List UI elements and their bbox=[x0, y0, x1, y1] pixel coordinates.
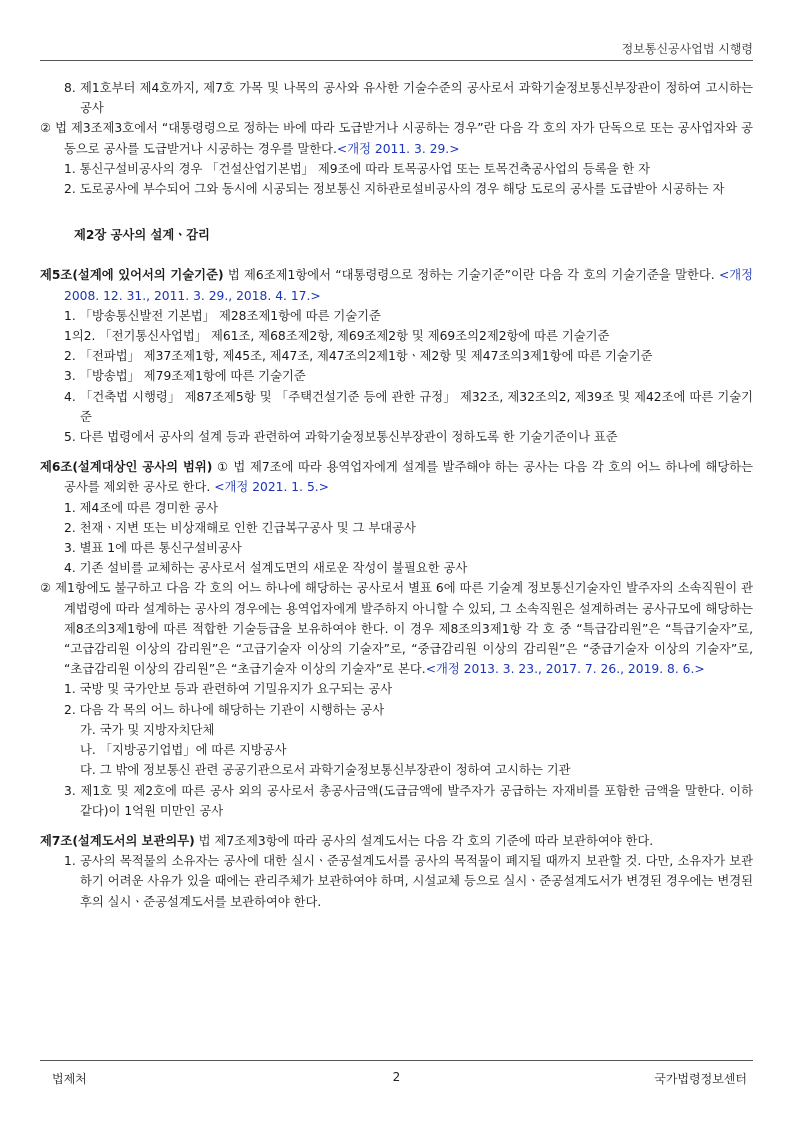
document-body bbox=[40, 78, 753, 912]
list-item: 2. 천재ㆍ지변 또는 비상재해로 인한 긴급복구공사 및 그 부대공사 bbox=[64, 520, 416, 535]
list-item: 4. 기존 설비를 교체하는 공사로서 설계도면의 새로운 작성이 불필요한 공사 bbox=[64, 561, 468, 576]
list-item: 1. 공사의 목적물의 소유자는 공사에 대한 실시ㆍ준공설계도서를 공사의 목적물이 폐지될 때까지 보관할 것. 다만, 소유자가 보관하기 어려운 사유가 있을 때에는 관리주체가 보관하여야 하며, 시설교체 등으로 실시ㆍ준공설계도서가 변경된 경우에는 변경된 후의 실시ㆍ준공설계도서를 보관하여야 한다. bbox=[64, 854, 753, 909]
list-item: 3. 「방송법」 제79조제1항에 따른 기술기준 bbox=[64, 369, 306, 384]
paragraph-2 bbox=[40, 118, 753, 158]
chapter-heading: 제2장 공사의 설계ㆍ감리 bbox=[74, 228, 210, 243]
article-5 bbox=[40, 265, 753, 305]
article-6-text: ① 법 제7조에 따라 용역업자에게 설계를 발주해야 하는 공사는 다음 각 호의 어느 하나에 해당하는 공사를 제외한 공사로 한다. bbox=[64, 460, 753, 495]
article-7-text: 법 제7조제3항에 따라 공사의 설계도서는 다음 각 호의 기준에 따라 보관하여야 한다. bbox=[194, 833, 654, 848]
list-item: 2. 다음 각 목의 어느 하나에 해당하는 기관이 시행하는 공사 bbox=[64, 702, 385, 717]
list-item: 1. 제4조에 따른 경미한 공사 bbox=[64, 500, 218, 515]
article-5-title: 제5조(설계에 있어서의 기술기준) bbox=[40, 268, 224, 283]
list-item: 3. 별표 1에 따른 통신구설비공사 bbox=[64, 541, 242, 556]
list-item: 3. 제1호 및 제2호에 따른 공사 외의 공사로서 총공사금액(도급금액에 발주자가 공급하는 자재비를 포함한 금액을 말한다. 이하 같다)이 1억원 미만인 공사 bbox=[64, 783, 753, 818]
amendment-note: <개정 2008. 12. 31., 2011. 3. 29., 2018. 4. 17.> bbox=[64, 268, 753, 303]
footer-rule bbox=[40, 1060, 753, 1061]
footer-publisher: 법제처 bbox=[52, 1072, 87, 1086]
amendment-note: <개정 2021. 1. 5.> bbox=[214, 480, 329, 495]
header-title: 정보통신공사업법 시행령 bbox=[621, 42, 753, 56]
list-item: 2. 「전파법」 제37조제1항, 제45조, 제47조, 제47조의2제1항ㆍ제2항 및 제47조의3제1항에 따른 기술기준 bbox=[64, 349, 653, 364]
article-6 bbox=[40, 457, 753, 497]
sub-item: 나. 「지방공기업법」에 따른 지방공사 bbox=[80, 743, 287, 758]
list-item: 5. 다른 법령에서 공사의 설계 등과 관련하여 과학기술정보통신부장관이 정하도록 한 기술기준이나 표준 bbox=[64, 430, 618, 445]
amendment-note: <개정 2013. 3. 23., 2017. 7. 26., 2019. 8. 6.> bbox=[425, 662, 705, 677]
page-number: 2 bbox=[392, 1070, 401, 1084]
list-item: 2. 도로공사에 부수되어 그와 동시에 시공되는 정보통신 지하관로설비공사의 경우 해당 도로의 공사를 도급받아 시공하는 자 bbox=[64, 182, 725, 197]
sub-item: 다. 그 밖에 정보통신 관련 공공기관으로서 과학기술정보통신부장관이 정하여 고시하는 기관 bbox=[80, 763, 571, 778]
article-7-title: 제7조(설계도서의 보관의무) bbox=[40, 833, 195, 848]
paragraph-2-text: ② 법 제3조제3호에서 “대통령령으로 정하는 바에 따라 도급받거나 시공하는 경우”란 다음 각 호의 자가 단독으로 또는 공사업자와 공동으로 공사를 도급받거나 시공하는 경우를 말한다. bbox=[40, 121, 753, 156]
footer-source: 국가법령정보센터 bbox=[654, 1072, 747, 1086]
article-5-text: 법 제6조제1항에서 “대통령령으로 정하는 기술기준”이란 다음 각 호의 기술기준을 말한다. bbox=[223, 268, 719, 283]
paragraph-2-text: ② 제1항에도 불구하고 다음 각 호의 어느 하나에 해당하는 공사로서 별표 6에 따른 기술계 정보통신기술자인 발주자의 소속직원이 관계법령에 따라 설계하는 공사의 경우에는 용역업자에게 발주하지 아니할 수 있되, 그 소속직원은 설계하려는 공사규모에 해당하는 제8조의3제1항에 따른 적합한 기술등급을 보유하여야 한다. 이 경우 제8조의3제1항 각 호 중 “특급감리원”은 “특급기술자”로, “고급감리원 이상의 감리원”은 “고급기술자 이상의 기술자”로, “중급감리원 이상의 감리원”은 “중급기술자 이상의 기술자”로, “초급감리원 이상의 감리원”은 “초급기술자 이상의 기술자”로 본다. bbox=[40, 581, 753, 677]
list-item: 1의2. 「전기통신사업법」 제61조, 제68조제2항, 제69조제2항 및 제69조의2제2항에 따른 기술기준 bbox=[64, 329, 610, 344]
list-item: 1. 「방송통신발전 기본법」 제28조제1항에 따른 기술기준 bbox=[64, 308, 381, 323]
sub-item: 가. 국가 및 지방자치단체 bbox=[80, 722, 215, 737]
item-8: 8. 제1호부터 제4호까지, 제7호 가목 및 나목의 공사와 유사한 기술수준의 공사로서 과학기술정보통신부장관이 정하여 고시하는 공사 bbox=[64, 81, 753, 116]
amendment-note: <개정 2011. 3. 29.> bbox=[336, 141, 460, 156]
list-item: 4. 「건축법 시행령」 제87조제5항 및 「주택건설기준 등에 관한 규정」 제32조, 제32조의2, 제39조 및 제42조에 따른 기술기준 bbox=[64, 389, 753, 424]
article-7 bbox=[40, 831, 753, 851]
list-item: 1. 통신구설비공사의 경우 「건설산업기본법」 제9조에 따라 토목공사업 또는 토목건축공사업의 등록을 한 자 bbox=[64, 161, 651, 176]
article-6-title: 제6조(설계대상인 공사의 범위) bbox=[40, 460, 213, 475]
header-rule bbox=[40, 60, 753, 61]
list-item: 1. 국방 및 국가안보 등과 관련하여 기밀유지가 요구되는 공사 bbox=[64, 682, 393, 697]
paragraph-2 bbox=[40, 578, 753, 679]
